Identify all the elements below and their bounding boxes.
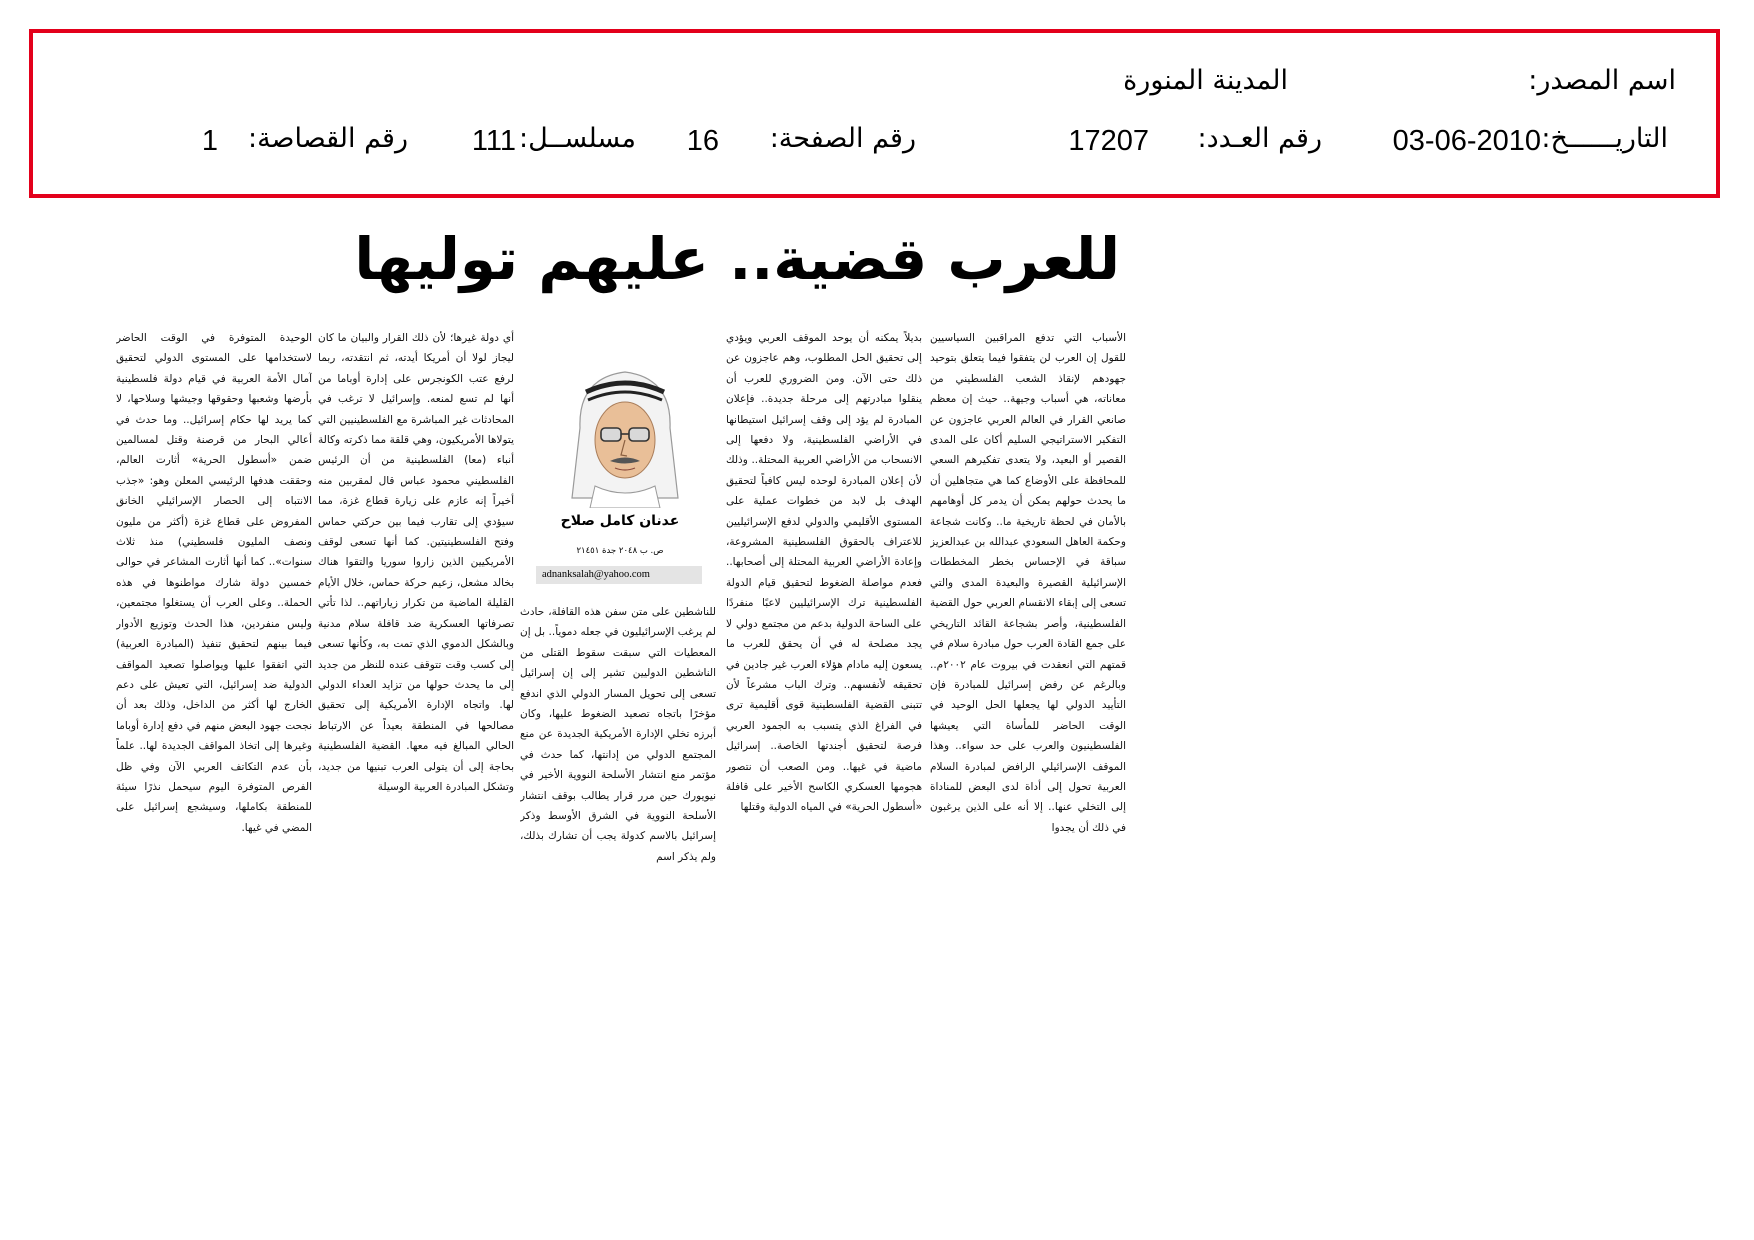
- metadata-box: [29, 29, 1720, 198]
- serial-label: مسلســل:: [519, 123, 636, 154]
- author-block: [520, 328, 720, 588]
- serial-value: 111: [471, 125, 516, 157]
- article-column-1: الأسباب التي تدفع المراقبين السياسيين للقول إن العرب لن يتفقوا فيما يتعلق بتوحيد جهودهم لإنقاذ الشعب الفلسطيني من معاناته، هي أسباب وجيهة.. حيث إن معظم صانعي القرار في العالم العربي عاجزون عن التفكير الاستراتيجي السليم أكان على المدى القصير أو البعيد، ولا يتعدى تفكيرهم السعي للمحافظة على الأوضاع كما هي متجاهلين أن ما يحدث حولهم يمكن أن يدمر كل أوهامهم بالأمان في لحظة تاريخية ما.. وكانت شجاعة وحكمة العاهل السعودي عبدالله بن عبدالعزيز سباقة في الإحساس بخطر المخططات الإسرائيلية القصيرة والبعيدة المدى والتي تسعى إلى إبقاء الانقسام العربي حول القضية الفلسطينية، وأصر بشجاعة القائد التاريخي على جمع القادة العرب حول مبادرة سلام في قمتهم التي انعقدت في بيروت عام ٢٠٠٢م.. وبالرغم عن رفض إسرائيل للمبادرة فإن التأييد الدولي لها يجعلها الحل الوحيد في الوقت الحاضر للمأساة التي يعيشها الفلسطينيون والعرب على حد سواء.. وهذا الموقف الإسرائيلي الرافض لمبادرة السلام العربية تحول إلى أداة لدى البعض للمناداة إلى التخلي عنها.. إلا أنه على الذين يرغبون في ذلك أن يجدوا: [930, 332, 1126, 834]
- date-label: التاريــــــخ:: [1541, 123, 1668, 154]
- source-label: اسم المصدر:: [1528, 65, 1676, 96]
- article-column-3: للناشطين على متن سفن هذه القافلة، حادث لم يرغب الإسرائيليون في جعله دموياً.. بل إن المعطيات التي سبقت سقوط القتلى من الناشطين الدوليين تشير إلى إن إسرائيل تسعى إلى تحويل المسار الدولي الذي اندفع مؤخرًا باتجاه تصعيد الضغوط عليها، وكان أبرزه تخلي الإدارة الأمريكية الجديدة عن منع المجتمع الدولي من إدانتها، كما حدث في مؤتمر منع انتشار الأسلحة النووية الأخير في نيويورك حين مرر قرار يطالب بوقف انتشار الأسلحة النووية في الشرق الأوسط وذكر إسرائيل بالاسم كدولة يجب أن تشارك بذلك، ولم يذكر اسم: [520, 606, 716, 863]
- clipping-label: رقم القصاصة:: [247, 123, 408, 154]
- author-po-box: ص. ب ٢٠٤٨ جدة ٢١٤٥١: [576, 546, 664, 556]
- author-name: عدنان كامل صلاح: [560, 513, 680, 529]
- article-column-5: الوحيدة المتوفرة في الوقت الحاضر لاستخدامها على المستوى الدولي لتحقيق آمال الأمة العربية في قيام دولة فلسطينية بأرضها وشعبها وحقوقها وجيشها وسلاحها، لا كما يريد لها حكام إسرائيل.. وما حدث في أعالي البحار من قرصنة وقتل لمسالمين ضمن «أسطول الحرية» أثارت العالم، وحققت هدفها الرئيسي المعلن وهو: «جذب الانتباه إلى الحصار الإسرائيلي الخانق المفروض على قطاع غزة (أكثر من مليون ونصف المليون فلسطيني) منذ ثلاث سنوات».. كما أنها أثارت المشاعر في حوالى خمسين دولة شارك مواطنوها في هذه الحملة.. وعلى العرب أن يستغلوا مجتمعين، وليس منفردين، هذا الحدث وتوزيع الأدوار فيما بينهم لتحقيق تنفيذ (المبادرة العربية) التي اتفقوا عليها ويواصلوا تصعيد المواقف الدولية ضد إسرائيل، التي تعيش على دعم الخارج لها أكثر من الداخل، وذلك بعد أن نجحت جهود البعض منهم في دفع إدارة أوباما وغيرها إلى اتخاذ المواقف الجديدة لها.. علماً بأن عدم التكاتف العربي الآن وفي ظل الفرص المتوفرة اليوم سيحمل نذرًا سيئة للمنطقة بكاملها، وسيشجع إسرائيل على المضي في غيها.: [116, 332, 312, 834]
- page-value: 16: [686, 125, 719, 157]
- article-column-2: بديلاً يمكنه أن يوحد الموقف العربي ويؤدي إلى تحقيق الحل المطلوب، وهم عاجزون عن ذلك حتى الآن. ومن الضروري للعرب أن ينقلوا مبادرتهم إلى مرحلة جديدة.. فإعلان المبادرة لم يؤد إلى وقف إسرائيل استيطانها في الأراضي الفلسطينية، ولا دفعها إلى الانسحاب من الأراضي العربية المحتلة.. وذلك لأن إعلان المبادرة لوحده ليس كافياً لتحقيق الهدف بل لابد من خطوات عملية على المستوى الأقليمي والدولي لدفع الإسرائيليين للاعتراف بالحقوق الفلسطينية المشروعة، وإعادة الأراضي العربية المحتلة إلى أصحابها.. فعدم مواصلة الضغوط لتحقيق قيام الدولة الفلسطينية ترك الإسرائيليين لاعبًا منفردًا على الساحة الدولية بدعم من مجتمع دولي لا يجد مصلحة له في أن يحقق للعرب ما يسعون إليه مادام هؤلاء العرب غير جادين في تحقيقه لأنفسهم.. وترك الباب مشرعاً لأن تتبنى القضية الفلسطينية قوى أقليمية ترى في الفراغ الذي يتسبب به الجمود العربي فرصة لتحقيق أجندتها الخاصة.. إسرائيل ماضية في غيها.. ومن الصعب أن نتصور هجومها العسكري الكاسح الأخير على قافلة «أسطول الحرية» في المياه الدولية وقتلها: [726, 332, 922, 814]
- page-label: رقم الصفحة:: [769, 123, 916, 154]
- clipping-value: 1: [201, 125, 218, 157]
- author-portrait: [560, 358, 690, 508]
- date-value: 03-06-2010: [1392, 125, 1541, 157]
- issue-label: رقم العـدد:: [1197, 123, 1322, 154]
- source-value: المدينة المنورة: [1123, 65, 1288, 96]
- author-email: adnanksalah@yahoo.com: [536, 566, 702, 584]
- article-headline: للعرب قضية.. عليهم توليها: [354, 225, 1120, 293]
- article-column-4: أي دولة غيرها؛ لأن ذلك القرار والبيان ما كان ليجاز لولا أن أمريكا أيدته، ثم انتقدته، ربما لرفع عتب الكونجرس على إدارة أوباما من أنها لم تسع لمنعه. وإسرائيل لا ترغب في المحادثات غير المباشرة مع الفلسطينيين التي يتولاها الأمريكيون، وهي قلقة مما ذكرته وكالة أنباء (معا) الفلسطينية من أن الرئيس الفلسطيني محمود عباس قال لمقربين منه أخيراً إنه عازم على زيارة قطاع غزة، مما سيؤدي إلى تقارب فيما بين حركتي حماس وفتح الفلسطينيتين. كما أنها تسعى لوقف الأمريكيين الذين زاروا سوريا والتقوا هناك بخالد مشعل، زعيم حركة حماس، خلال الأيام القليلة الماضية من تكرار زياراتهم.. لذا تأتي تصرفاتها العسكرية ضد قافلة سلام مدنية وبالشكل الدموي الذي تمت به، وكأنها تسعى إلى كسب وقت تتوقف عنده للنظر من جديد إلى ما يحدث حولها من تزايد العداء الدولي لها. واتجاه الإدارة الأمريكية إلى تحقيق مصالحها في المنطقة بعيداً عن الارتباط الحالي المبالغ فيه معها. القضية الفلسطينية بحاجة إلى أن يتولى العرب تبنيها من جديد، وتشكل المبادرة العربية الوسيلة: [318, 332, 514, 793]
- issue-value: 17207: [1068, 125, 1149, 157]
